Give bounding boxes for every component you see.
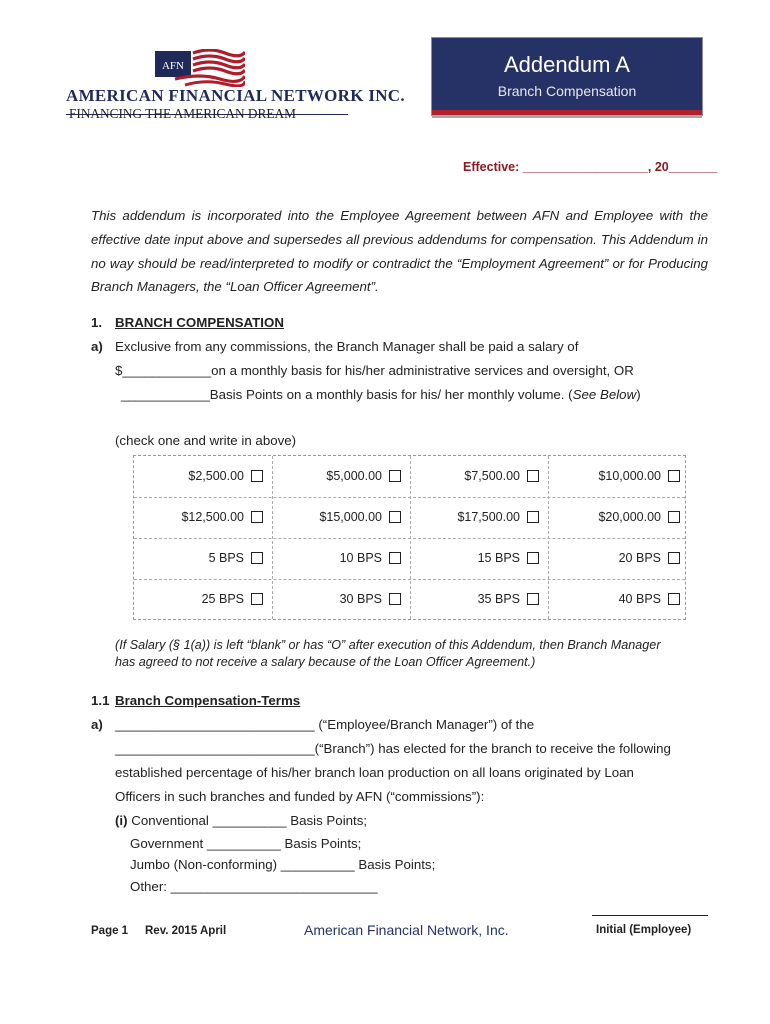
option-checkbox[interactable] (251, 552, 263, 564)
option-label: $20,000.00 (598, 509, 661, 524)
option-label: 20 BPS (618, 550, 661, 565)
option-label: $2,500.00 (188, 468, 244, 483)
option-label: 15 BPS (477, 550, 520, 565)
option-label: 5 BPS (208, 550, 244, 565)
option-label: 30 BPS (339, 591, 382, 606)
option-label: 35 BPS (477, 591, 520, 606)
option-cell[interactable] (271, 578, 409, 619)
basis-points-prefix: ____________Basis Points on a monthly basis for his/ her monthly volume. ( (121, 387, 573, 402)
intro-paragraph: This addendum is incorporated into the Employee Agreement between AFN and Employee with the effective date input above and supersedes all previous addendums for compensation. This Addendum in no way should be read/interpreted to modify or contradict the “Employment Agreement” or for Producing Branch Managers, the “Loan Officer Agreement”. (91, 208, 708, 295)
option-label: 25 BPS (201, 591, 244, 606)
terms-text-line-4: Officers in such branches and funded by AFN (“commissions”): (115, 789, 485, 804)
terms-text-line-3: established percentage of his/her branch loan production on all loans originated by Loan (115, 765, 634, 780)
option-checkbox[interactable] (389, 511, 401, 523)
section-1a-text: Exclusive from any commissions, the Branch Manager shall be paid a salary of (115, 339, 579, 354)
option-label: $10,000.00 (598, 468, 661, 483)
option-checkbox[interactable] (389, 470, 401, 482)
jumbo-line[interactable]: Jumbo (Non-conforming) __________ Basis Points; (130, 857, 436, 872)
option-checkbox[interactable] (389, 552, 401, 564)
option-cell[interactable] (133, 496, 271, 537)
option-cell[interactable] (547, 578, 688, 619)
option-label: $5,000.00 (326, 468, 382, 483)
employee-branch-manager-line[interactable]: ___________________________ (“Employee/Branch Manager”) of the (115, 717, 535, 732)
company-logo-name: AMERICAN FINANCIAL NETWORK INC. (66, 86, 405, 105)
addendum-subtitle: Branch Compensation (497, 83, 637, 99)
option-label: 40 BPS (618, 591, 661, 606)
option-cell[interactable] (271, 455, 409, 496)
afn-flag-logo (155, 49, 245, 87)
option-cell[interactable] (271, 537, 409, 578)
salary-blank-note: (If Salary (§ 1(a)) is left “blank” or has “O” after execution of this Addendum, then Branch Manager has agreed to not receive a salary because of the Loan Officer Agreement.) (115, 638, 661, 669)
government-line[interactable]: Government __________ Basis Points; (130, 836, 362, 851)
option-checkbox[interactable] (668, 593, 680, 605)
branch-name-line[interactable]: ___________________________(“Branch”) has elected for the branch to receive the following (115, 741, 671, 756)
option-cell[interactable] (409, 455, 547, 496)
company-tagline (66, 107, 348, 121)
option-cell[interactable] (409, 537, 547, 578)
addendum-title: Addendum A (504, 52, 630, 77)
option-label: $17,500.00 (457, 509, 520, 524)
option-cell[interactable] (271, 496, 409, 537)
option-checkbox[interactable] (527, 552, 539, 564)
option-checkbox[interactable] (668, 511, 680, 523)
option-label: $7,500.00 (464, 468, 520, 483)
see-below-text: See Below (572, 387, 637, 402)
option-checkbox[interactable] (251, 593, 263, 605)
tagline-text: FINANCING THE AMERICAN DREAM (69, 106, 296, 121)
footer-initial-label: Initial (Employee) (596, 924, 692, 936)
option-checkbox[interactable] (251, 470, 263, 482)
option-label: $15,000.00 (319, 509, 382, 524)
basis-points-line[interactable] (121, 387, 641, 402)
initial-signature-line[interactable] (592, 915, 708, 916)
option-checkbox[interactable] (668, 552, 680, 564)
header-shadow-stripe (432, 115, 702, 118)
option-checkbox[interactable] (668, 470, 680, 482)
section-1-heading: BRANCH COMPENSATION (115, 315, 284, 330)
section-1-1a-label: a) (91, 717, 103, 732)
option-cell[interactable] (409, 578, 547, 619)
conventional-line[interactable] (115, 813, 367, 828)
option-label: 10 BPS (339, 550, 382, 565)
conventional-text: Conventional __________ Basis Points; (127, 813, 368, 828)
option-cell[interactable] (547, 537, 688, 578)
option-cell[interactable] (133, 537, 271, 578)
option-checkbox[interactable] (527, 593, 539, 605)
flag-text: AFN (161, 60, 185, 72)
option-checkbox[interactable] (389, 593, 401, 605)
option-cell[interactable] (409, 496, 547, 537)
option-cell[interactable] (547, 455, 688, 496)
option-checkbox[interactable] (527, 470, 539, 482)
footer-revision: Rev. 2015 April (145, 925, 227, 937)
section-1-1-number: 1.1 (91, 693, 110, 708)
footer-page-number: Page 1 (91, 925, 129, 937)
section-1a-label: a) (91, 339, 103, 354)
option-cell[interactable] (547, 496, 688, 537)
option-cell[interactable] (133, 455, 271, 496)
option-checkbox[interactable] (251, 511, 263, 523)
footer-company: American Financial Network, Inc. (304, 922, 509, 938)
section-1-number: 1. (91, 315, 103, 330)
basis-points-suffix: ) (636, 387, 641, 402)
effective-date-line[interactable]: Effective: __________________, 20_______ (463, 160, 718, 174)
option-label: $12,500.00 (181, 509, 244, 524)
salary-amount-line[interactable]: $____________on a monthly basis for his/her administrative services and oversight, OR (115, 363, 634, 378)
item-i-label: (i) (115, 813, 128, 828)
option-checkbox[interactable] (527, 511, 539, 523)
check-one-note: (check one and write in above) (115, 433, 297, 448)
option-cell[interactable] (133, 578, 271, 619)
section-1-1-heading: Branch Compensation-Terms (115, 693, 301, 708)
other-line[interactable]: Other: ____________________________ (130, 879, 378, 894)
